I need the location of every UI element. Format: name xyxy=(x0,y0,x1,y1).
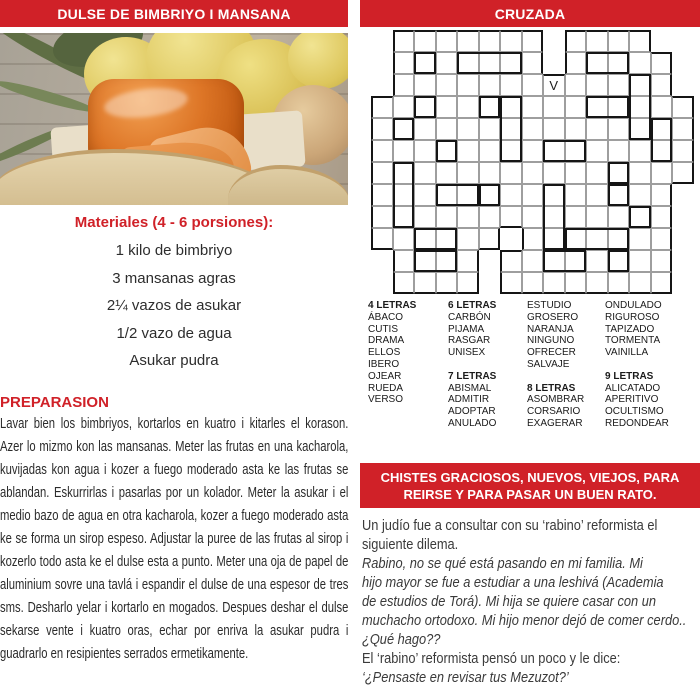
grid-cell[interactable] xyxy=(565,30,587,52)
grid-cell[interactable] xyxy=(436,118,458,140)
jokes-banner-line: CHISTES GRACIOSOS, NUEVOS, VIEJOS, PARA xyxy=(380,469,680,485)
grid-cell[interactable] xyxy=(393,206,415,228)
grid-cell-prefilled[interactable]: V xyxy=(543,74,565,96)
grid-cell[interactable] xyxy=(457,272,479,294)
grid-cell[interactable] xyxy=(479,162,501,184)
grid-cell[interactable] xyxy=(500,250,522,272)
grid-cell[interactable] xyxy=(565,140,587,162)
word-list-item: IBERO xyxy=(368,358,400,370)
grid-cell[interactable] xyxy=(393,74,415,96)
grid-cell[interactable] xyxy=(543,162,565,184)
word-list-item: GROSERO xyxy=(527,311,579,323)
materials-title: Materiales (4 - 6 porsiones): xyxy=(74,214,274,231)
grid-cell[interactable] xyxy=(393,272,415,294)
joke-line: ‘¿Pensaste en revisar tus Mezuzot?’ xyxy=(362,669,569,686)
joke-line: El ‘rabino’ reformista pensó un poco y le dice: xyxy=(362,650,621,667)
grid-cell[interactable] xyxy=(479,206,501,228)
grid-cell[interactable] xyxy=(414,52,436,74)
grid-cell[interactable] xyxy=(500,272,522,294)
grid-cell[interactable] xyxy=(629,96,651,118)
materials-list xyxy=(0,237,348,375)
grid-cell[interactable] xyxy=(651,184,673,206)
grid-cell[interactable] xyxy=(586,118,608,140)
grid-cell[interactable] xyxy=(436,74,458,96)
grid-cell[interactable] xyxy=(522,250,544,272)
grid-cell[interactable] xyxy=(586,96,608,118)
grid-cell[interactable] xyxy=(479,96,501,118)
grid-cell[interactable] xyxy=(522,74,544,96)
grid-cell[interactable] xyxy=(522,228,544,250)
leaf-decor xyxy=(0,77,98,116)
grid-cell[interactable] xyxy=(586,74,608,96)
grid-cell[interactable] xyxy=(586,30,608,52)
word-list-header: 8 LETRAS xyxy=(527,382,576,394)
grid-cell[interactable] xyxy=(651,118,673,140)
grid-cell[interactable] xyxy=(436,250,458,272)
grid-cell[interactable] xyxy=(414,30,436,52)
jokes-banner xyxy=(360,463,700,508)
word-list-item: ANULADO xyxy=(448,417,497,429)
word-list-item: VAINILLA xyxy=(605,347,649,359)
grid-cell[interactable] xyxy=(629,52,651,74)
grid-cell[interactable] xyxy=(672,140,694,162)
word-list-spacer xyxy=(605,359,669,371)
grid-cell[interactable] xyxy=(586,250,608,272)
grid-cell[interactable] xyxy=(371,118,393,140)
grid-cell[interactable] xyxy=(651,52,673,74)
grid-cell[interactable] xyxy=(500,162,522,184)
word-list-item: RIGUROSO xyxy=(605,311,660,323)
grid-cell[interactable] xyxy=(393,250,415,272)
grid-cell[interactable] xyxy=(543,140,565,162)
word-list-item: CARBÓN xyxy=(448,311,491,323)
joke-text xyxy=(362,516,697,687)
grid-cell[interactable] xyxy=(457,228,479,250)
word-list-item: OJEAR xyxy=(368,370,402,382)
grid-cell[interactable] xyxy=(457,52,479,74)
grid-cell[interactable] xyxy=(414,140,436,162)
word-list-item: ESTUDIO xyxy=(527,300,572,311)
grid-cell[interactable] xyxy=(500,96,522,118)
material-item: Asukar pudra xyxy=(129,352,219,369)
grid-cell[interactable] xyxy=(522,96,544,118)
grid-cell[interactable] xyxy=(457,74,479,96)
grid-cell[interactable] xyxy=(436,52,458,74)
grid-cell[interactable] xyxy=(479,74,501,96)
grid-cell[interactable] xyxy=(543,272,565,294)
joke-line: hijo mayor se fue a estudiar a una leshivá (Academia xyxy=(362,574,664,591)
grid-cell[interactable] xyxy=(436,184,458,206)
word-list-header: 7 LETRAS xyxy=(448,370,497,382)
grid-cell[interactable] xyxy=(672,96,694,118)
joke-line: Rabino, no se qué está pasando en mi familia. Mi xyxy=(362,555,643,572)
word-list-item: VERSO xyxy=(368,394,404,406)
word-list-header: 9 LETRAS xyxy=(605,370,654,382)
word-list-item: TORMENTA xyxy=(605,335,661,347)
grid-cell[interactable] xyxy=(393,118,415,140)
grid-cell[interactable] xyxy=(522,52,544,74)
grid-cell[interactable] xyxy=(414,96,436,118)
grid-cell[interactable] xyxy=(608,118,630,140)
grid-cell[interactable] xyxy=(393,184,415,206)
jokes-banner-line: REIRSE Y PARA PASAR UN BUEN RATO. xyxy=(403,486,657,502)
grid-cell[interactable] xyxy=(586,52,608,74)
recipe-photo xyxy=(0,33,348,205)
grid-cell[interactable] xyxy=(651,206,673,228)
grid-cell[interactable] xyxy=(543,118,565,140)
grid-cell[interactable] xyxy=(479,228,501,250)
joke-line: Un judío fue a consultar con su ‘rabino’ reformista el xyxy=(362,517,658,534)
word-list-header: 4 LETRAS xyxy=(368,300,417,311)
preparation-text: Lavar bien los bimbriyos, kortarlos en kuatro i kitarles el korason. Azer lo mizmo kon las mansanas. Meter las frutas en una kacharola, kuvijadas kon agua i kozer a fuego moderado asta ke las frutas se ablandan. Eskurrirlas i pasarlas por un kolador. Meter la asukar i el medio bazo de agua en otra kacharola, kozer a fuego moderado asta ke se forma un sirop espeso. Adjustar la puree de las frutas al sirop i kozerlo todo asta ke el dulse esta a punto. Meter una oja de papel de aluminium sovre una tavlá i espandir el dulse de una espesor de tres sms. Desharlo yelar i kortarlo en mogados. Despues deshar el dulse sekarse vente i kuatro oras, echar por enriva la asukar pudra i guadrarlo en resipientes serrados ermetikamente. xyxy=(0,416,349,662)
word-list-item: CORSARIO xyxy=(527,406,581,418)
grid-cell[interactable] xyxy=(543,96,565,118)
grid-cell[interactable] xyxy=(457,118,479,140)
word-list-spacer xyxy=(527,371,584,383)
grid-cell[interactable] xyxy=(479,52,501,74)
joke-line: ¿Qué hago?? xyxy=(362,631,441,648)
grid-cell[interactable] xyxy=(393,228,415,250)
grid-cell[interactable] xyxy=(457,30,479,52)
grid-cell[interactable] xyxy=(586,184,608,206)
grid-cell[interactable] xyxy=(436,228,458,250)
grid-cell[interactable] xyxy=(672,162,694,184)
word-list-item: RASGAR xyxy=(448,335,491,347)
grid-cell[interactable] xyxy=(565,272,587,294)
grid-cell[interactable] xyxy=(608,96,630,118)
grid-cell[interactable] xyxy=(608,206,630,228)
crossword-grid xyxy=(371,30,694,294)
grid-cell[interactable] xyxy=(565,74,587,96)
grid-cell[interactable] xyxy=(608,272,630,294)
grid-cell[interactable] xyxy=(414,250,436,272)
grid-cell[interactable] xyxy=(479,140,501,162)
word-list-item: SALVAJE xyxy=(527,358,570,370)
word-list-item: ADMITIR xyxy=(448,394,490,406)
word-list-item: NARANJA xyxy=(527,323,574,335)
grid-cell[interactable] xyxy=(414,206,436,228)
grid-cell[interactable] xyxy=(436,162,458,184)
grid-cell[interactable] xyxy=(543,228,565,250)
grid-cell[interactable] xyxy=(629,272,651,294)
grid-cell[interactable] xyxy=(608,184,630,206)
word-list-item: ALICATADO xyxy=(605,382,661,394)
grid-cell[interactable] xyxy=(651,162,673,184)
grid-cell[interactable] xyxy=(500,118,522,140)
grid-cell[interactable] xyxy=(436,140,458,162)
word-list-column xyxy=(605,300,669,430)
grid-cell[interactable] xyxy=(629,206,651,228)
grid-cell[interactable] xyxy=(608,30,630,52)
word-list-item: REDONDEAR xyxy=(605,417,669,429)
grid-cell[interactable] xyxy=(393,96,415,118)
grid-cell[interactable] xyxy=(436,272,458,294)
recipe-title-bar xyxy=(0,0,348,27)
grid-cell[interactable] xyxy=(608,140,630,162)
grid-cell[interactable] xyxy=(543,184,565,206)
word-list-item: ELLOS xyxy=(368,347,401,359)
grid-cell[interactable] xyxy=(457,184,479,206)
material-item: 1 kilo de bimbriyo xyxy=(115,242,233,259)
grid-cell[interactable] xyxy=(522,30,544,52)
crossword-title: CRUZADA xyxy=(494,5,566,22)
crossword-word-lists xyxy=(360,300,700,432)
word-list-header: 6 LETRAS xyxy=(448,300,497,311)
grid-cell[interactable] xyxy=(436,96,458,118)
word-list-item: ONDULADO xyxy=(605,300,662,311)
grid-cell[interactable] xyxy=(393,30,415,52)
grid-cell[interactable] xyxy=(500,206,522,228)
grid-cell[interactable] xyxy=(608,74,630,96)
grid-cell[interactable] xyxy=(543,206,565,228)
grid-cell[interactable] xyxy=(479,30,501,52)
grid-cell[interactable] xyxy=(586,272,608,294)
material-item: 1/2 vazo de agua xyxy=(116,324,232,342)
recipe-title: DULSE DE BIMBRIYO I MANSANA xyxy=(57,5,291,22)
grid-cell[interactable] xyxy=(629,30,651,52)
word-list-item: ASOMBRAR xyxy=(527,394,585,406)
grid-cell[interactable] xyxy=(543,250,565,272)
grid-cell[interactable] xyxy=(629,184,651,206)
grid-cell[interactable] xyxy=(500,52,522,74)
grid-cell[interactable] xyxy=(608,162,630,184)
crossword-title-bar xyxy=(360,0,700,27)
grid-cell[interactable] xyxy=(500,140,522,162)
grid-cell[interactable] xyxy=(457,250,479,272)
word-list-item: OFRECER xyxy=(527,347,576,359)
grid-cell[interactable] xyxy=(651,250,673,272)
material-item: 3 mansanas agras xyxy=(112,269,236,287)
grid-cell[interactable] xyxy=(629,228,651,250)
grid-cell[interactable] xyxy=(457,162,479,184)
grid-cell[interactable] xyxy=(393,162,415,184)
word-list-item: ABISMAL xyxy=(448,382,492,394)
grid-cell[interactable] xyxy=(565,228,587,250)
word-list-column xyxy=(448,300,496,430)
grid-cell[interactable] xyxy=(457,140,479,162)
word-list-item: OCULTISMO xyxy=(605,406,664,418)
grid-cell[interactable] xyxy=(586,206,608,228)
grid-cell[interactable] xyxy=(586,228,608,250)
word-list-item: TAPIZADO xyxy=(605,323,655,335)
material-item: 2¼ vazos de asukar xyxy=(106,297,242,314)
grid-cell[interactable] xyxy=(522,118,544,140)
grid-cell[interactable] xyxy=(457,206,479,228)
grid-cell[interactable] xyxy=(565,250,587,272)
grid-cell[interactable] xyxy=(500,184,522,206)
grid-cell[interactable] xyxy=(672,118,694,140)
grid-cell[interactable] xyxy=(436,30,458,52)
word-list-item: CUTIS xyxy=(368,323,398,335)
grid-cell[interactable] xyxy=(414,162,436,184)
grid-cell[interactable] xyxy=(565,118,587,140)
word-list-item: PIJAMA xyxy=(448,323,485,335)
grid-cell[interactable] xyxy=(565,162,587,184)
word-list-item: EXAGERAR xyxy=(527,417,583,429)
joke-line: muchacho ortodoxo. Mi hijo menor dejó de comer cerdo.. xyxy=(362,612,687,629)
word-list-item: RUEDA xyxy=(368,382,404,394)
grid-cell[interactable] xyxy=(651,140,673,162)
grid-cell[interactable] xyxy=(371,96,393,118)
preparation-title: PREPARASION xyxy=(0,394,109,411)
grid-cell[interactable] xyxy=(414,118,436,140)
grid-cell[interactable] xyxy=(651,272,673,294)
grid-cell[interactable] xyxy=(436,206,458,228)
grid-cell[interactable] xyxy=(565,96,587,118)
joke-line: de estudios de Torá). Mi hija se quiere casar con un xyxy=(362,593,656,610)
grid-cell[interactable] xyxy=(629,250,651,272)
grid-cell[interactable] xyxy=(629,162,651,184)
grid-cell[interactable] xyxy=(414,228,436,250)
grid-cell[interactable] xyxy=(629,74,651,96)
grid-cell[interactable] xyxy=(651,228,673,250)
grid-cell[interactable] xyxy=(371,228,393,250)
grid-cell[interactable] xyxy=(651,74,673,96)
grid-cell[interactable] xyxy=(565,52,587,74)
grid-cell[interactable] xyxy=(565,206,587,228)
grid-cell[interactable] xyxy=(586,162,608,184)
grid-cell[interactable] xyxy=(393,140,415,162)
grid-cell[interactable] xyxy=(565,184,587,206)
word-list-item: ÁBACO xyxy=(368,311,404,323)
grid-cell[interactable] xyxy=(457,96,479,118)
word-list-item: APERITIVO xyxy=(605,394,659,406)
grid-cell[interactable] xyxy=(414,74,436,96)
word-list-column xyxy=(527,300,584,430)
grid-cell[interactable] xyxy=(608,52,630,74)
grid-cell[interactable] xyxy=(500,30,522,52)
grid-cell[interactable] xyxy=(522,140,544,162)
word-list-item: UNISEX xyxy=(448,347,486,359)
grid-cell[interactable] xyxy=(479,184,501,206)
grid-cell[interactable] xyxy=(608,250,630,272)
grid-cell[interactable] xyxy=(479,118,501,140)
grid-cell[interactable] xyxy=(371,162,393,184)
grid-cell[interactable] xyxy=(522,206,544,228)
grid-cell[interactable] xyxy=(608,228,630,250)
grid-cell[interactable] xyxy=(522,184,544,206)
materials-section xyxy=(0,214,348,375)
word-list-column xyxy=(368,300,416,406)
word-list-item: NINGUNO xyxy=(527,335,575,347)
grid-cell[interactable] xyxy=(522,272,544,294)
grid-cell[interactable] xyxy=(393,52,415,74)
grid-cell[interactable] xyxy=(371,184,393,206)
grid-cell[interactable] xyxy=(414,184,436,206)
word-list-spacer xyxy=(448,359,496,371)
grid-cell[interactable] xyxy=(414,272,436,294)
grid-cell[interactable] xyxy=(629,118,651,140)
grid-cell[interactable] xyxy=(651,96,673,118)
grid-cell[interactable] xyxy=(371,206,393,228)
grid-cell[interactable] xyxy=(500,74,522,96)
grid-cell[interactable] xyxy=(586,140,608,162)
joke-line: siguiente dilema. xyxy=(362,536,459,553)
grid-cell[interactable] xyxy=(629,140,651,162)
grid-cell[interactable] xyxy=(522,162,544,184)
word-list-item: ADOPTAR xyxy=(448,406,496,418)
word-list-item: DRAMA xyxy=(368,335,405,347)
grid-cell[interactable] xyxy=(371,140,393,162)
